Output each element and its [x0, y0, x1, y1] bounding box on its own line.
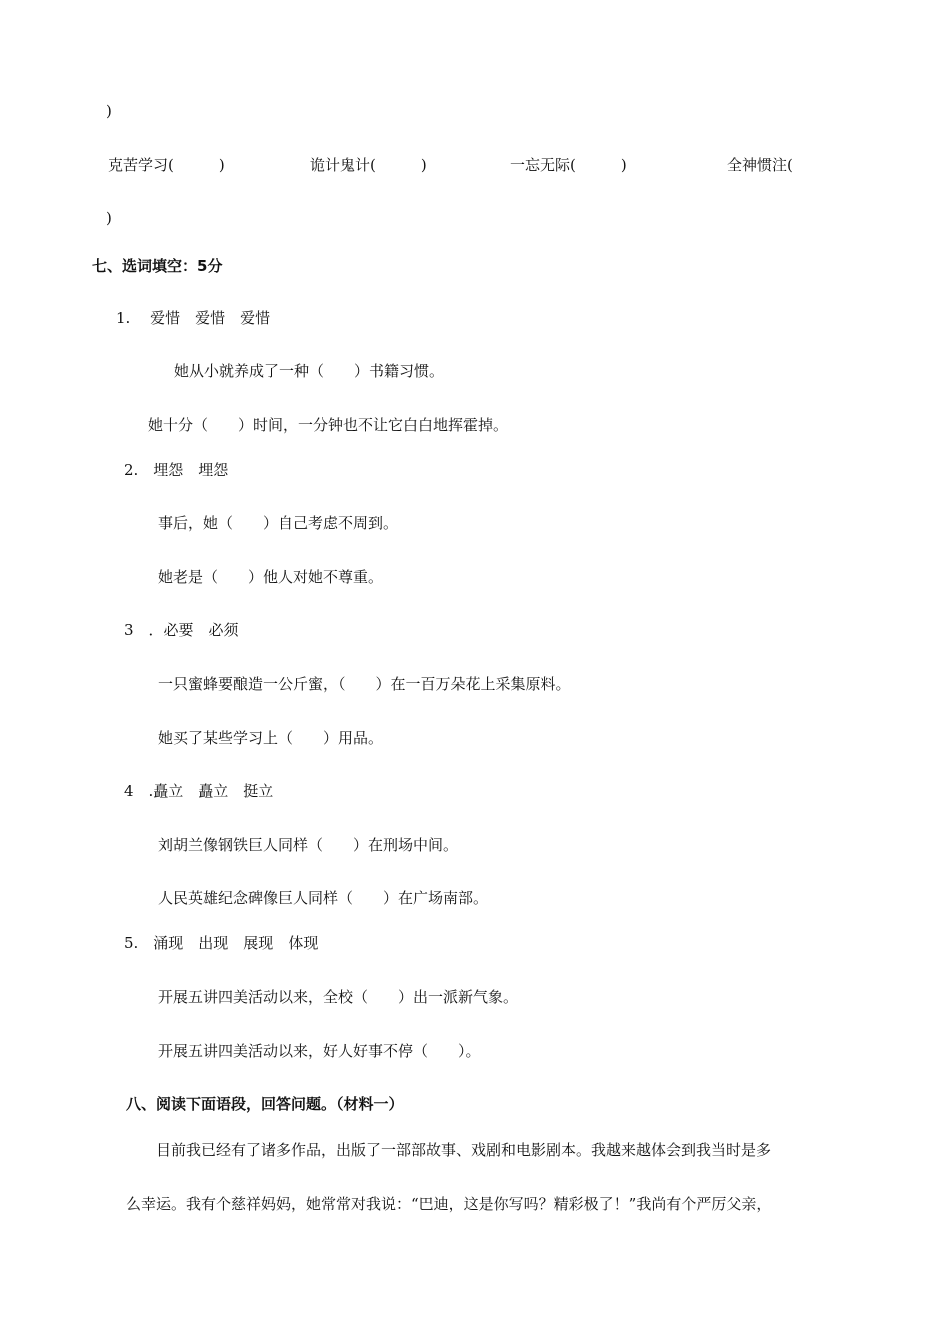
idiom-item-2: 诡计鬼计( ) — [310, 156, 427, 174]
group-5-label: 5. 涌现 出现 展现 体现 — [124, 934, 319, 952]
group-1-sentence-1: 她从小就养成了一种（ ）书籍习惯。 — [174, 362, 445, 380]
group-1-label: 1. 爱惜 爱惜 爱惜 — [116, 309, 271, 327]
idiom-item-1: 克苦学习( ) — [108, 156, 225, 174]
group-2-sentence-1: 事后，她（ ）自己考虑不周到。 — [158, 514, 399, 532]
group-2-sentence-2: 她老是（ ）他人对她不尊重。 — [158, 568, 384, 586]
group-5-sentence-1: 开展五讲四美活动以来，全校（ ）出一派新气象。 — [158, 988, 519, 1006]
group-1-sentence-2: 她十分（ ）时间，一分钟也不让它白白地挥霍掉。 — [148, 416, 509, 434]
group-2-label: 2. 埋怨 埋怨 — [124, 461, 229, 479]
closing-paren-top: ) — [106, 102, 112, 120]
group-3-label: 3 ．必要 必须 — [124, 621, 239, 639]
idiom-item-3: 一忘无际( ) — [510, 156, 627, 174]
group-4-sentence-1: 刘胡兰像钢铁巨人同样（ ）在刑场中间。 — [158, 836, 459, 854]
group-4-label: 4 .矗立 矗立 挺立 — [124, 782, 274, 800]
section-7-heading: 七、选词填空：5分 — [92, 257, 223, 275]
idiom-item-4: 全神惯注( — [727, 156, 793, 174]
reading-passage-line-1: 目前我已经有了诸多作品，出版了一部部故事、戏剧和电影剧本。我越来越体会到我当时是多 — [126, 1141, 772, 1159]
group-3-sentence-2: 她买了某些学习上（ ）用品。 — [158, 729, 384, 747]
section-8-heading: 八、阅读下面语段，回答问题。（材料一） — [126, 1095, 404, 1113]
group-3-sentence-1: 一只蜜蜂要酿造一公斤蜜，（ ）在一百万朵花上采集原料。 — [158, 675, 571, 693]
group-5-sentence-2: 开展五讲四美活动以来，好人好事不停（ ）。 — [158, 1042, 481, 1060]
reading-passage-line-2: 么幸运。我有个慈祥妈妈，她常常对我说：“巴迪，这是你写吗？精彩极了！”我尚有个严厉父亲， — [126, 1195, 772, 1213]
group-4-sentence-2: 人民英雄纪念碑像巨人同样（ ）在广场南部。 — [158, 889, 489, 907]
closing-paren-idioms: ) — [106, 209, 112, 227]
